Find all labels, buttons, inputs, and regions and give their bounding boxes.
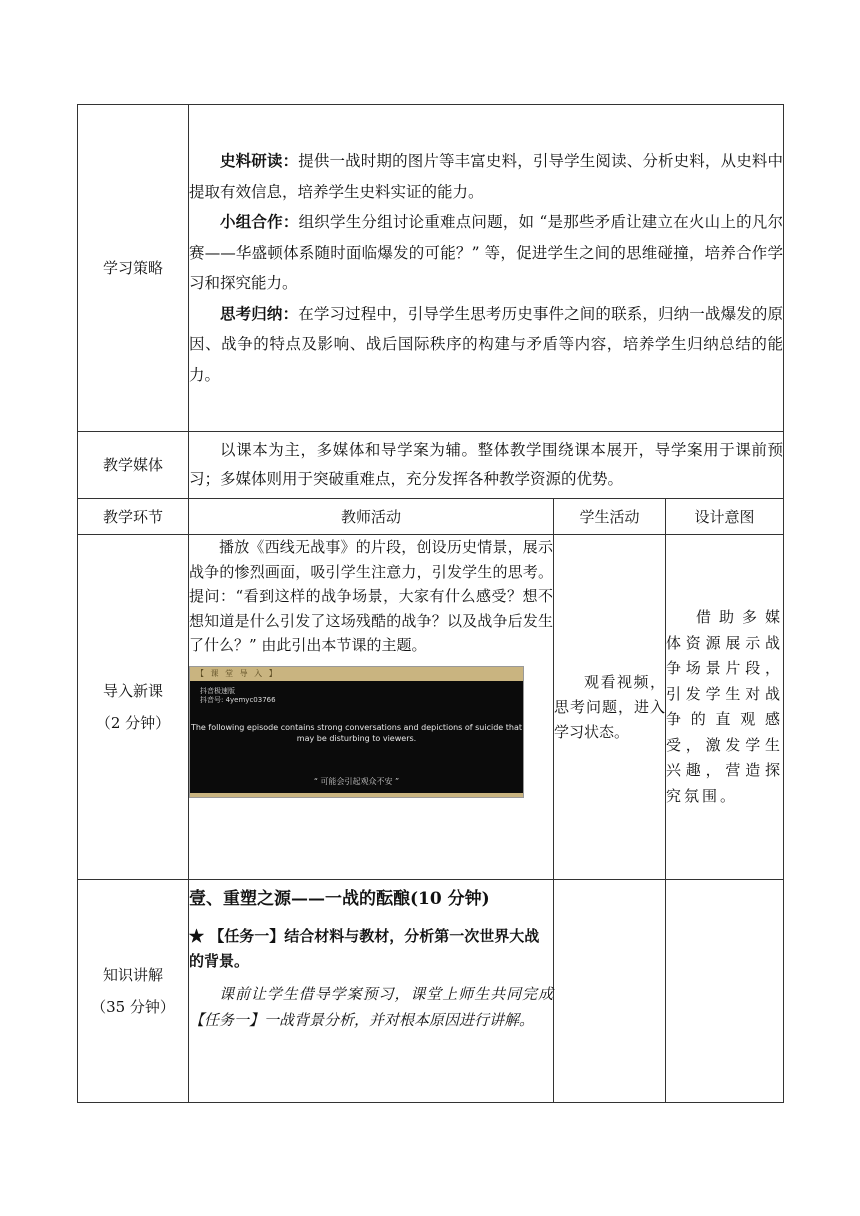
knowledge-stage-cell — [78, 880, 189, 1103]
knowledge-student-cell — [554, 880, 666, 1103]
strategy-content — [189, 105, 784, 432]
strategy-item-1 — [189, 146, 783, 207]
video-subtitle: “ 可能会引起观众不安 ” — [313, 776, 400, 786]
strategy-item-text: 提供一战时期的图片等丰富史料，引导学生阅读、分析史料，从史料中提取有效信息，培养学生史料实证的能力。 — [189, 152, 783, 201]
header-stage: 教学环节 — [78, 499, 189, 535]
intro-row — [78, 535, 784, 880]
media-content — [189, 432, 784, 499]
strategy-row — [78, 105, 784, 432]
strategy-item-2 — [189, 207, 783, 299]
lesson-plan-table — [77, 104, 784, 1103]
knowledge-stage: 知识讲解 — [102, 966, 163, 984]
intro-design-text: 借助多媒体资源展示战争场景片段，引发学生对战争的直观感受，激发学生兴趣，营造探究氛围。 — [666, 608, 784, 805]
media-label: 教学媒体 — [78, 432, 189, 499]
knowledge-row — [78, 880, 784, 1103]
intro-duration: （2 分钟） — [95, 714, 171, 732]
knowledge-teacher-cell — [189, 880, 554, 1103]
intro-stage-cell — [78, 535, 189, 880]
header-student: 学生活动 — [554, 499, 666, 535]
header-design: 设计意图 — [666, 499, 784, 535]
strategy-item-title: 史料研读： — [220, 151, 299, 170]
video-bottom-bar — [190, 793, 523, 797]
video-logo-name: 抖音极速版 — [200, 686, 235, 695]
knowledge-duration: （35 分钟） — [91, 998, 175, 1016]
video-caption: The following episode contains strong conversations and depictions of suicide that may be disturbing to viewers. — [190, 722, 523, 743]
video-logo-id: 抖音号: 4yemyc03766 — [200, 695, 276, 704]
strategy-label: 学习策略 — [78, 105, 189, 432]
intro-teacher-text: 播放《西线无战事》的片段，创设历史情景，展示战争的惨烈画面，吸引学生注意力，引发学生的思考。提问：“看到这样的战争场景，大家有什么感受？想不想知道是什么引发了这场残酷的战争？以及战争后发生了什么？” 由此引出本节课的主题。 — [189, 538, 553, 654]
header-row — [78, 499, 784, 535]
intro-design-cell — [666, 535, 784, 880]
intro-teacher-cell — [189, 535, 554, 880]
strategy-item-text: 在学习过程中，引导学生思考历史事件之间的联系，归纳一战爆发的原因、战争的特点及影响、战后国际秩序的构建与矛盾等内容，培养学生归纳总结的能力。 — [189, 304, 784, 384]
section-title: 壹、重塑之源——一战的酝酿(10 分钟) — [189, 889, 490, 909]
strategy-item-3 — [189, 299, 783, 391]
strategy-item-title: 小组合作： — [220, 212, 299, 231]
intro-student-text: 观看视频，思考问题，进入学习状态。 — [554, 672, 665, 741]
strategy-item-text: 组织学生分组讨论重难点问题，如 “是那些矛盾让建立在火山上的凡尔赛——华盛顿体系随时面临爆发的可能？” 等，促进学生之间的思维碰撞，培养合作学习和探究能力。 — [189, 213, 784, 292]
intro-student-cell — [554, 535, 666, 880]
header-teacher: 教师活动 — [189, 499, 554, 535]
task-note: 课前让学生借导学案预习，课堂上师生共同完成【任务一】一战背景分析，并对根本原因进行讲解。 — [189, 985, 553, 1029]
strategy-item-title: 思考归纳： — [220, 303, 299, 323]
media-text: 以课本为主，多媒体和导学案为辅。整体教学围绕课本展开，导学案用于课前预习；多媒体则用于突破重难点，充分发挥各种教学资源的优势。 — [189, 441, 784, 488]
intro-stage: 导入新课 — [102, 682, 163, 700]
video-bar-label: 【 课 堂 导 入 】 — [196, 668, 279, 678]
video-screenshot — [189, 666, 524, 798]
video-logo — [200, 687, 276, 705]
media-row — [78, 432, 784, 499]
task-one: ★ 【任务一】结合材料与教材，分析第一次世界大战的背景。 — [189, 927, 540, 970]
knowledge-design-cell — [666, 880, 784, 1103]
